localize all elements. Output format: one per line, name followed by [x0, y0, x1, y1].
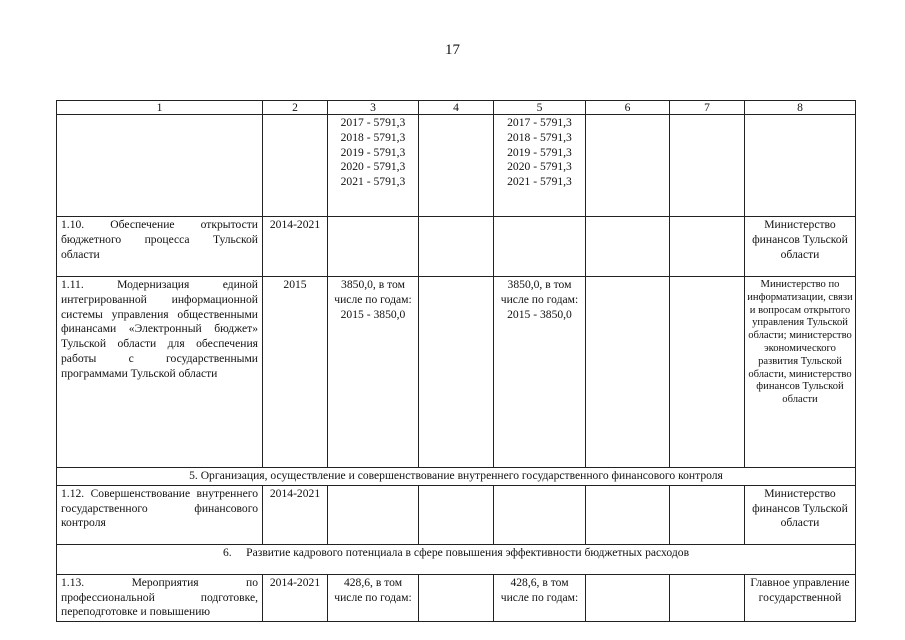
column-header: 3: [328, 101, 419, 115]
table-cell: [670, 277, 745, 468]
table-cell: [586, 217, 670, 277]
year-amount: 2021 - 5791,3: [340, 175, 406, 189]
table-cell: [419, 574, 494, 621]
section-row: [57, 468, 856, 486]
year-amount: 2019 - 5791,3: [507, 145, 572, 159]
table-cell: [586, 277, 670, 468]
responsible-executor: Министерство финансов Тульской области: [745, 217, 856, 277]
table-row: [57, 485, 856, 544]
table-row: [57, 277, 856, 468]
table-cell: [586, 574, 670, 621]
table-cell: [419, 485, 494, 544]
activity-name: 1.12. Совершенствование внутреннего государственного финансового контроля: [57, 485, 263, 544]
table-cell: [670, 485, 745, 544]
column-header: 8: [745, 101, 856, 115]
activity-name: 1.13. Мероприятия по профессиональной подготовке, переподготовке и повышению: [57, 574, 263, 621]
section-heading: 5. Организация, осуществление и совершенствование внутреннего государственного финансового контроля: [57, 468, 856, 486]
table-row: [57, 574, 856, 621]
table-cell: [419, 115, 494, 217]
activity-name: 1.11. Модернизация единой интегрированной информационной системы управления общественными финансами «Электронный бюджет» Тульской области для обеспечения работы с государственными программами Тульской области: [57, 277, 263, 468]
table-cell: [670, 574, 745, 621]
responsible-executor: Министерство финансов Тульской области: [745, 485, 856, 544]
column-header: 7: [670, 101, 745, 115]
table-cell: [494, 485, 586, 544]
table-row: [57, 217, 856, 277]
column-header: 1: [57, 101, 263, 115]
table-cell: [419, 277, 494, 468]
table-cell: [670, 115, 745, 217]
table-cell: [57, 115, 263, 217]
section-heading: 6. Развитие кадрового потенциала в сфере повышения эффективности бюджетных расходов: [57, 544, 856, 574]
year-amount: 2019 - 5791,3: [340, 145, 406, 159]
program-table: [56, 100, 856, 622]
column-header-row: [57, 101, 856, 115]
year-amount: 2020 - 5791,3: [340, 160, 406, 174]
table-cell: [328, 485, 419, 544]
table-cell: [670, 217, 745, 277]
period: 2014-2021: [263, 485, 328, 544]
year-amount: 2018 - 5791,3: [507, 130, 572, 144]
table-cell: [586, 115, 670, 217]
funding-cell: 428,6, в том числе по годам:: [328, 574, 419, 621]
table-cell: [494, 217, 586, 277]
column-header: 6: [586, 101, 670, 115]
period: 2014-2021: [263, 574, 328, 621]
section-row: [57, 544, 856, 574]
table-cell: [419, 217, 494, 277]
column-header: 5: [494, 101, 586, 115]
funding-cell: 3850,0, в том числе по годам: 2015 - 3850,0: [328, 277, 419, 468]
table-cell: [263, 115, 328, 217]
year-amount: 2017 - 5791,3: [340, 116, 406, 129]
year-amount: 2021 - 5791,3: [507, 175, 572, 189]
table-cell: [745, 115, 856, 217]
funding-cell: 428,6, в том числе по годам:: [494, 574, 586, 621]
year-amount: 2017 - 5791,3: [507, 116, 572, 129]
table-cell: [328, 217, 419, 277]
page-number: 17: [445, 42, 460, 58]
column-header: 4: [419, 101, 494, 115]
period: 2015: [263, 277, 328, 468]
funding-cell: 3850,0, в том числе по годам: 2015 - 3850,0: [494, 277, 586, 468]
period: 2014-2021: [263, 217, 328, 277]
table-cell: [586, 485, 670, 544]
column-header: 2: [263, 101, 328, 115]
table-row: [57, 115, 856, 217]
year-amount: 2018 - 5791,3: [340, 130, 406, 144]
activity-name: 1.10. Обеспечение открытости бюджетного процесса Тульской области: [57, 217, 263, 277]
funding-by-year-cell: [494, 115, 586, 217]
funding-by-year-cell: [328, 115, 419, 217]
responsible-executor: Министерство по информатизации, связи и вопросам открытого управления Тульской области; министерство экономического развития Тульской области, министерство финансов Тульской области: [745, 277, 856, 468]
year-amount: 2020 - 5791,3: [507, 160, 572, 174]
responsible-executor: Главное управление государственной: [745, 574, 856, 621]
